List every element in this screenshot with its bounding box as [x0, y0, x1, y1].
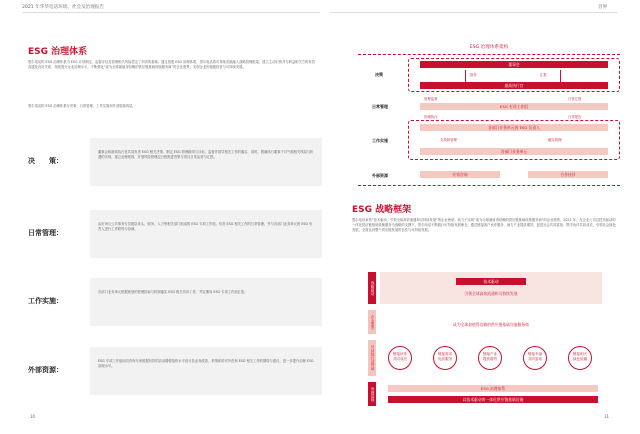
row-label-decision: 决策 [375, 72, 383, 77]
section-title-governance: ESG 治理体系 [28, 47, 88, 57]
vision-text: 成为全球最值得信赖的供应链基础设施服务商 [453, 322, 529, 327]
header-divider-left [22, 12, 320, 13]
mission-band [380, 272, 602, 304]
arrow-label-guide: 指导 [470, 73, 477, 77]
intro-paragraph-2: 思尔电话的 ESG 治理体系分决策、日常管理、工作实施和外部资源四层。 [28, 104, 136, 108]
card-external [22, 347, 322, 395]
card-label: 工作实施： [28, 297, 63, 305]
lead-text: 引领全球高效流通和可持续发展 [464, 291, 518, 296]
esg-group-box: ESG 专项工作组 [420, 103, 608, 110]
org-chart-title: ESG 治理体系架构 [469, 45, 509, 50]
arrow-label-daily-report: 日常汇报 [568, 97, 582, 101]
section-title-framework: ESG 战略框架 [352, 205, 412, 215]
page-number-left: 10 [30, 414, 36, 419]
arrow-label-periodic: 日常报告 [568, 115, 582, 119]
card-text: 董事会和最高执行官共同负责 ESG 相关决策、制定 ESG 管理路线与目标，监督并指导相关工作的落实，同时，圆满执行董事于对气候相关风险与机遇的识别，建立治理规则，开展风险管理层日程推进决策与项目日常运营与汇报。 [98, 150, 314, 160]
card-daily [22, 210, 322, 258]
card-label: 日常管理： [28, 229, 63, 237]
header-divider-right [330, 12, 618, 13]
intro-paragraph-1: 思尔电话的 ESG 治理体系为 ESG 计划制定、监督评估及管理相关风险奠定了牢固的基础。通过搭建 ESG 治理体系，思尔电话将可持续发展融入战略管理框架，建立主动识别并与利益相关方的有效沟通及良好关系，持续提升企业治理水平，不断强化“成为全球最值得信赖的供应链基础设施服务商”的企业愿景，实现企业的稳健经营与可持续发展。 [28, 60, 315, 70]
side-label-sustain: 可持续行动领域 [368, 340, 376, 376]
circle-label: 链接伙伴 共同成长 [392, 352, 408, 361]
partners-box: 合作伙伴 [528, 171, 608, 178]
arrow-label-support: 支持和管理 [440, 138, 457, 142]
framework-intro: 思尔电话秉持“技术驱动、引领全球高效流通和可持续发展”的企业使命。致力于实现“成为全球最值得信赖的供应链基础设施服务商”的企业愿景。2021 年，在企业公司以技术驱动的一体化供应链基础设施服务为战略的支撑下，思尔电话不断践行可持续发展理念，通过链接客户伙伴服务、助力产业提质增效、促进社会共同富裕，携手伙伴共同成长，引领社会绿色发展，全面达到整个供应链发展的良性与可持续发展。 [352, 218, 616, 233]
row-label-external: 外部资源 [372, 173, 388, 178]
card-text: ESG 专项工作组协同咨询专家根据有效的活动增强组织水平设计及业务改善，采纳体的对外咨询 ESG 相关工作的期待与建议，进一步提升治理 ESG 治理水平。 [98, 359, 314, 369]
experts-box: 专家咨询 [420, 171, 500, 178]
arrow-line [560, 70, 561, 82]
arrow-label-report: 汇报 [540, 73, 547, 77]
arrow-label-coordinate: 协调执行 [424, 115, 438, 119]
side-label-vision: 企业愿景 [368, 310, 376, 334]
circle-label: 链接明天 绿色低碳 [572, 352, 588, 361]
card-label: 决 策： [28, 157, 63, 165]
arrow-line [465, 70, 466, 82]
arrow-label-implement: 落实管理 [548, 138, 562, 142]
header-left-title: 2021 年华华电话环境、社会及治理报告 [22, 5, 105, 10]
tech-drive-box: 技术驱动 [456, 278, 526, 285]
circle-label: 链接需求 优质服务 [437, 352, 453, 361]
card-label: 外部资源： [28, 366, 63, 374]
side-label-base: 治理基础 [368, 382, 376, 406]
card-text: 由市场与公共事务专员团队牵头，财务、人力等相关部门组成的 ESG 专项工作组，负责 ESG 相关工作的日常管理，并与各部门业务单元的 ESG 负责人进行工作联络与协调。 [98, 222, 313, 232]
header-right-title: 首界 [598, 5, 608, 10]
dept-heads-box: 各部门业务单元的 ESG 负责人 [420, 124, 608, 131]
card-work [22, 278, 322, 326]
arrow-label-supervise: 管理监督 [424, 97, 438, 101]
ceo-box: 最高执行官 [420, 82, 608, 89]
org-title-divider [358, 54, 620, 55]
side-label-mission: 战略驱动 [368, 272, 376, 304]
row-label-work: 工作实施 [372, 138, 388, 143]
base-box: 以技术驱动的一体化供应链基础设施 [388, 396, 598, 403]
org-bottom-divider [358, 185, 620, 186]
board-box: 董事会 [420, 61, 608, 68]
dept-units-box: 各部门业务单元 [420, 148, 608, 155]
card-text: 各部门业务单元根据规划的管理指标与机制落实 ESG 相关具体工作，并定期向 ESG 专项工作组汇报。 [98, 290, 248, 294]
governance-box: ESG 治理体系 [388, 385, 598, 392]
page-number-right: 11 [604, 414, 610, 419]
circle-label: 链接幸福 共同富裕 [527, 352, 543, 361]
circle-label: 链接产业 提质增效 [482, 352, 498, 361]
row-label-daily: 日常管理 [372, 104, 388, 109]
card-decision [22, 138, 322, 186]
